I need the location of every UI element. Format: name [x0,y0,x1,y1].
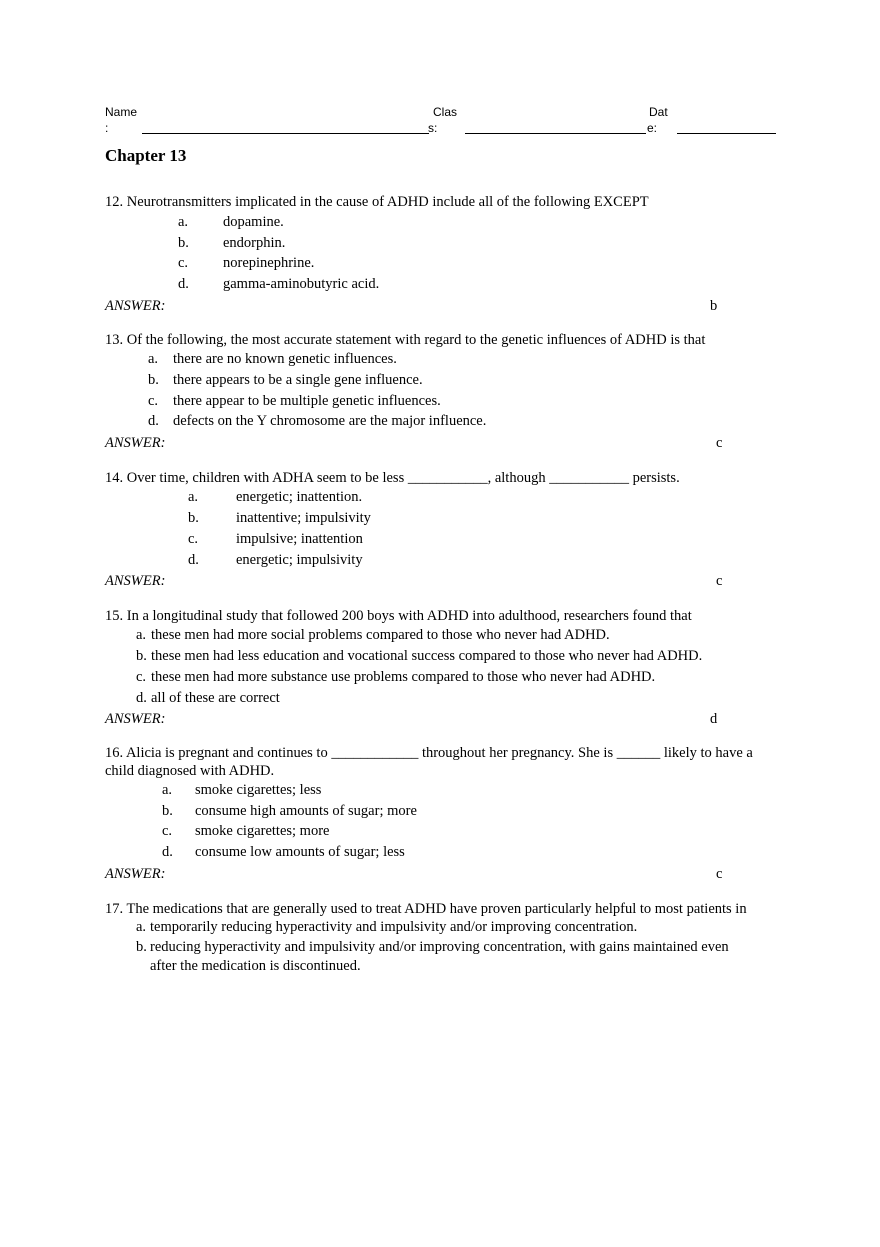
class-label: Clas [433,105,458,119]
q14-answer: c [716,573,723,589]
name-colon: : [105,121,109,135]
question-14: 14. Over time, children with ADHA seem to be less ___________, although ___________ persists. [105,470,680,486]
q15-answer: d [710,711,718,727]
date-colon: e: [647,121,658,135]
name-field[interactable] [142,133,429,134]
q16-answer-label: ANSWER: [105,866,166,882]
class-colon: s: [428,121,438,135]
q13-answer-label: ANSWER: [105,435,166,451]
class-field[interactable] [465,133,646,134]
question-17: 17. The medications that are generally used to treat ADHD have proven particularly helpful to most patients in [105,901,747,917]
question-15: 15. In a longitudinal study that followed 200 boys with ADHD into adulthood, researchers found that [105,608,692,624]
name-label: Name [105,105,138,119]
question-13: 13. Of the following, the most accurate statement with regard to the genetic influences of ADHD is that [105,332,706,348]
worksheet-page: Name : Clas s: Dat e: Chapter 13 12. Neurotransmitters implicated in the cause of ADHD include all of the following EXCEPT a. dopamine. b. endorphin. c. norepinephrine. d. gamma-aminobutyric acid. ANSWER: b 13. Of the following, the most accurate statement with regard to the genetic influences of ADHD is that a. there are no known genetic influences. b. there appears to be a single gene influence. c. there appear to be multiple genetic influences. d. defects on the Y chromosome are the major influence. ANSWER: c 14. Over time, children with ADHA seem to be less ___________, although ___________ persists. a. energetic; inattention. b. inattentive; impulsivity c. impulsive; inattention d. energetic; impulsivity ANSWER: c 15. In a longitudinal study that followed 200 boys with ADHD into adulthood, researchers found that a. these men had more social problems compared to those who never had ADHD. b. these men had less education and vocational success compared to those who never had ADHD. c. these men had more substance use problems compared to those who never had ADHD. d. all of these are correct ANSWER: d 16. Alicia is pregnant and continues to ____________ throughout her pregnancy. She is ______ likely to have a child diagnosed with ADHD. a. smoke cigarettes; less b. consume high amounts of sugar; more c. smoke cigarettes; more d. consume low amounts of sugar; less ANSWER: c 17. The medications that are generally used to treat ADHD have proven particularly helpful to most patients in a. temporarily reducing hyperactivity and impulsivity and/or improving concentration. b. reducing hyperactivity and impulsivity and/or improving concentration, with gains maintained even after the medication is discontinued. [0,0,880,1247]
q15-answer-label: ANSWER: [105,711,166,727]
q13-answer: c [716,435,723,451]
date-label: Dat [649,105,668,119]
q12-answer: b [710,298,718,314]
q14-answer-label: ANSWER: [105,573,166,589]
chapter-title: Chapter 13 [105,146,187,165]
date-field[interactable] [677,133,776,134]
q16-answer: c [716,866,723,882]
question-12: 12. Neurotransmitters implicated in the cause of ADHD include all of the following EXCEPT [105,194,649,210]
q12-answer-label: ANSWER: [105,298,166,314]
question-16: 16. Alicia is pregnant and continues to ____________ throughout her pregnancy. She is ______ likely to have a child diagnosed with ADHD. [105,745,753,779]
